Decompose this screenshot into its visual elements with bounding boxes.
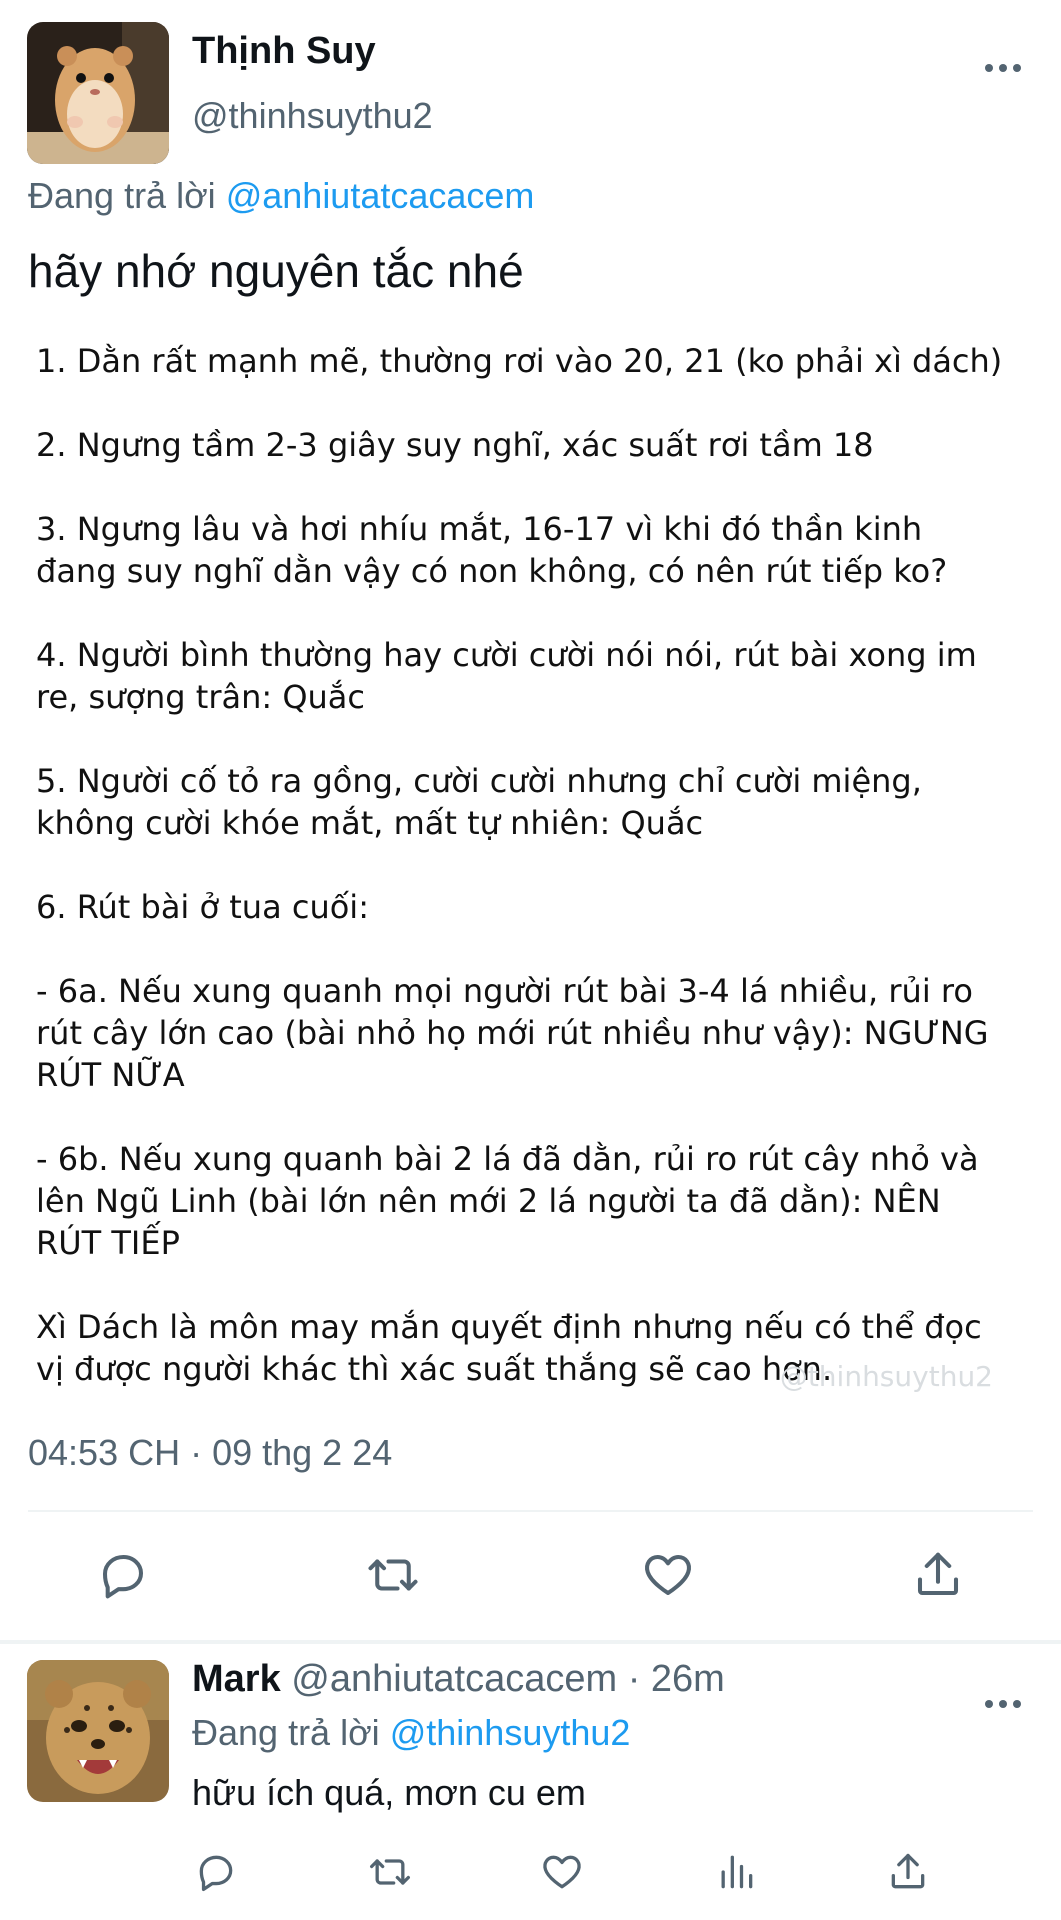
rule-line: lên Ngũ Linh (bài lớn nên mới 2 lá người ta đã dằn): NÊN xyxy=(36,1182,941,1220)
rule-line: rút cây lớn cao (bài nhỏ họ mới rút nhiều như vậy): NGƯNG xyxy=(36,1014,989,1052)
replying-to-line xyxy=(28,175,534,217)
author-avatar[interactable] xyxy=(27,22,169,164)
tweet-timestamp[interactable]: 04:53 CH · 09 thg 2 24 xyxy=(28,1432,393,1473)
reply-author-avatar[interactable] xyxy=(27,1660,169,1802)
rule-line: - 6b. Nếu xung quanh bài 2 lá đã dằn, rủi ro rút cây nhỏ và xyxy=(36,1140,979,1178)
rule-line: Xì Dách là môn may mắn quyết định nhưng nếu có thể đọc xyxy=(36,1308,982,1346)
reply-text: hữu ích quá, mơn cu em xyxy=(192,1772,586,1813)
retweet-icon[interactable] xyxy=(358,1540,428,1610)
rule-line: RÚT NỮA xyxy=(36,1056,185,1094)
rule-line: 1. Dằn rất mạnh mẽ, thường rơi vào 20, 21 (ko phải xì dách) xyxy=(36,342,1003,380)
reply-icon[interactable] xyxy=(88,1540,158,1610)
share-icon[interactable] xyxy=(903,1540,973,1610)
share-icon[interactable] xyxy=(878,1842,938,1902)
author-handle[interactable]: @thinhsuythu2 xyxy=(192,95,433,136)
replying-to-line xyxy=(192,1712,630,1754)
rule-line: không cười khóe mắt, mất tự nhiên: Quắc xyxy=(36,804,704,842)
reply-header xyxy=(192,1658,725,1701)
rule-line: đang suy nghĩ dằn vậy có non không, có nên rút tiếp ko? xyxy=(36,552,948,590)
rule-line: RÚT TIẾP xyxy=(36,1224,180,1262)
rule-line: re, sượng trân: Quắc xyxy=(36,678,365,716)
rule-line: 4. Người bình thường hay cười cười nói nói, rút bài xong im xyxy=(36,636,977,674)
replying-to-label: Đang trả lời xyxy=(192,1712,380,1753)
reply-author-handle[interactable]: @anhiutatcacacem xyxy=(291,1658,618,1700)
author-display-name[interactable]: Thịnh Suy xyxy=(192,30,376,72)
rule-line: 2. Ngưng tầm 2-3 giây suy nghĩ, xác suất rơi tầm 18 xyxy=(36,426,874,464)
rule-line: 6. Rút bài ở tua cuối: xyxy=(36,888,369,926)
retweet-icon[interactable] xyxy=(360,1842,420,1902)
replying-to-label: Đang trả lời xyxy=(28,175,216,216)
reply-author-name[interactable]: Mark xyxy=(192,1658,281,1700)
like-icon[interactable] xyxy=(633,1540,703,1610)
analytics-icon[interactable] xyxy=(706,1842,766,1902)
reply-time[interactable]: · 26m xyxy=(627,1658,725,1700)
rule-line: 3. Ngưng lâu và hơi nhíu mắt, 16-17 vì khi đó thần kinh xyxy=(36,510,923,548)
more-options-icon[interactable] xyxy=(978,48,1028,88)
rule-line: 5. Người cố tỏ ra gồng, cười cười nhưng chỉ cười miệng, xyxy=(36,762,922,800)
reply-tweet[interactable] xyxy=(0,1644,1061,1920)
reply-icon[interactable] xyxy=(186,1842,246,1902)
replying-to-mention[interactable]: @anhiutatcacacem xyxy=(225,175,535,216)
more-options-icon[interactable] xyxy=(978,1684,1028,1724)
tweet-text: hãy nhớ nguyên tắc nhé xyxy=(28,245,524,297)
image-watermark: @thinhsuythu2 xyxy=(779,1360,993,1393)
like-icon[interactable] xyxy=(532,1842,592,1902)
cheetah-avatar-image xyxy=(27,1660,169,1802)
divider xyxy=(28,1510,1033,1512)
replying-to-mention[interactable]: @thinhsuythu2 xyxy=(389,1712,631,1753)
rule-line: vị được người khác thì xác suất thắng sẽ cao hơn. xyxy=(36,1350,833,1388)
hamster-avatar-image xyxy=(27,22,169,164)
rule-line: - 6a. Nếu xung quanh mọi người rút bài 3-4 lá nhiều, rủi ro xyxy=(36,972,973,1010)
tweet-image-rules[interactable] xyxy=(28,320,1033,1400)
